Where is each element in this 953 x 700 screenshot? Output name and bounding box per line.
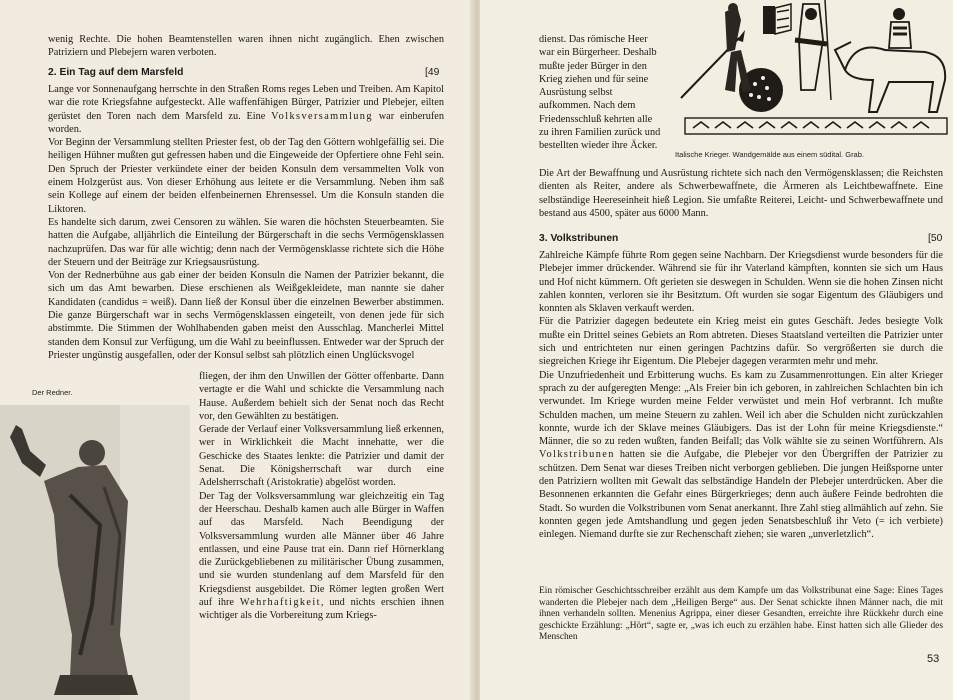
right-body-main xyxy=(539,249,943,542)
paragraph: Gerade der Verlauf einer Volksversammlung ließ erkennen, wer in Wirklichkeit die Macht innehatte, wer die Geschicke des Staates lenkte: die Patrizier und damit der Senat. Die Königsherrschaft war durch eine Adelsherrschaft (Aristokratie) abgelöst worden. xyxy=(199,424,444,489)
intro-paragraph: wenig Rechte. Die hohen Beamtenstellen waren ihnen nicht zugänglich. Ehen zwischen Patriziern und Plebejern waren verboten. xyxy=(48,34,444,59)
section-marker: [49 xyxy=(425,67,440,78)
paragraph: Die Art der Bewaffnung und Ausrüstung richtete sich nach den Vermögensklassen; die Reichsten dienten als Reiter, andere als Schwerbewaffnete, die Ärmeren als Leichtbewaffnete. Eine selbständige Heereseinheit hieß Legion. Sie umfaßte Reiterei, Leicht- und Schwerbewaffnete und bestand aus 4500, später aus 6000 Mann. xyxy=(539,168,943,219)
orator-statue-photo xyxy=(0,405,190,700)
text-run: Der Tag der Volksversammlung war gleichzeitig ein Tag der Heerschau. Deshalb kamen auch alle Bürger in Waffen auf das Marsfeld. Nach Beendigung der Volksversammlung wurden alle Männer über 46 Jahre entlassen, und eine Pause trat ein. Dann rief Hörnerklang die Zurückgebliebenen zu militärischer Übung zusammen, und sie wurden stundenlang auf dem Marsfeld für den Kriegsdienst ausgebildet. Die Römer legten großen Wert auf ihre xyxy=(199,490,444,609)
paragraph: Es handelte sich darum, zwei Censoren zu wählen. Sie waren die höchsten Steuerbeamten. Sie hatten die Aufgabe, alljährlich die Einteilung der Bürgerschaft in die sechs Vermögensklassen nachzuprüfen. Das war für alle wichtig; denn nach der Vermögensklasse richtete sich die Höhe der Steuern und der Beiträge zur Kriegsausrüstung. xyxy=(48,216,444,268)
paragraph: fliegen, der ihm den Unwillen der Götter offenbarte. Dann vertagte er die Wahl und schickte die Versammlung nach Hause. Außerdem behielt sich der Senat noch das Recht vor, den Gewählten zu bestätigen. xyxy=(199,371,444,422)
emphasis-spaced: Volksversammlung xyxy=(271,110,373,122)
section-title-volkstribunen: 3. Volkstribunen xyxy=(539,233,619,244)
paragraph xyxy=(48,83,444,136)
text-run: hatten sie die Aufgabe, die Plebejer vor den Übergriffen der Patrizier zu schützen. Dem Senat war dieses Treiben nicht verborgen geblieben. Die jungen Heißsporne unter den Patriziern wollten mit Gewalt das selbständige Handeln der Plebejer unterdrücken. Aber die Besonnenen erkannten die Gefahr eines Bürgerkrieges; denn auch äußere Feinde bedrohten die Stadt. So wurden die Volkstribunen vom Senat anerkannt. Ihre Zahl stieg allmählich auf zehn. Sie konnten gegen jede Amtshandlung und gegen jeden Senatsbeschluß ihr Veto (= ich verbiete) einlegen. Niemand durfte sie zur Rechenschaft ziehen; sie waren „unverletzlich“. xyxy=(539,449,943,541)
paragraph: Von der Rednerbühne aus gab einer der beiden Konsuln die Namen der Patrizier bekannt, die sich um das Amt bewarben. Diese erschienen als Weißgekleidete, man nannte sie daher Kandidaten (candidus = weiß). Dann ließ der Konsul über die einzelnen Bewerber abstimmen. Die ganze Bürgerschaft war in sechs Vermögensklassen eingeteilt, von denen jede für sich abstimmte. Die Stimmen der Wohlhabenden gaben meist den Ausschlag. Mancherlei Mittel standen dem Konsul zur Verfügung, um die Wahl zu beeinflussen. Entweder war der Spruch der Priester ungünstig ausgefallen, oder der Konsul selbst sah plötzlich einen Unglücksvogel xyxy=(48,270,444,361)
right-body-top xyxy=(539,167,943,220)
emphasis-spaced: Wehrhaftigkeit xyxy=(239,597,321,609)
paragraph: Für die Patrizier dagegen bedeutete ein Krieg meist ein gutes Geschäft. Jedes besiegte Volk mußte ein Drittel seines Gebiets an Rom abtreten. Dieses Staatsland verteilten die Patrizier unter sich und entrichteten nur einen geringen Pachtzins dafür. So vergrößerten sie durch die siegreichen Kriege ihr Eigentum. Die Plebejer dagegen verarmten mehr und mehr. xyxy=(539,316,943,368)
text-run: Die Unzufriedenheit und Erbitterung wuchs. Es kam zu Zusammenrottungen. Ein alter Krieger sprach zu der aufgeregten Menge: „Als Freier bin ich geboren, in zahlreichen Schlachten bin ich verwundet. Im Kriege wurden meine Felder verwüstet und mein Hof verbrannt. Ich mußte Schulden machen, um meine Steuern zu zahlen. Weil ich aber die Schulden nicht zurückzahlen konnte, wurde ich der Sklave meines Gläubigers. Das ist der Lohn für meine Kriegsdienste.“ Männer, die so zu reden wußten, fanden Beifall; das Volk wählte sie zu seinen Wortführern. Als xyxy=(539,369,943,448)
section-title-marsfeld: 2. Ein Tag auf dem Marsfeld xyxy=(48,67,184,78)
statue-caption: Der Redner. xyxy=(32,388,73,397)
orator-statue-image xyxy=(0,405,190,700)
paragraph: Ein römischer Geschichtsschreiber erzählt aus dem Kampfe um das Volkstribunat eine Sage: Eines Tages wanderten die Plebejer nach dem „Heiligen Berge“ aus. Der Senat schickte ihnen Männer nach, die mit ihnen verhandeln sollten. Menenius Agrippa, einer dieser Gesandten, erreichte ihre Rückkehr durch eine geschickte Erzählung: „Hört“, sagte er, „was ich euch zu erzählen habe. Einst hatten sich alle Glieder des Menschen xyxy=(539,586,943,643)
paragraph xyxy=(199,490,444,623)
paragraph: Zahlreiche Kämpfe führte Rom gegen seine Nachbarn. Der Kriegsdienst wurde besonders für die Plebejer immer drückender. Während sie für ihr Vaterland kämpften, konnten sie sich um Haus und Hof nicht kümmern. Oft gerieten sie deswegen in Schulden. Wenn sie die hohen Zinsen nicht zahlen konnten, verloren sie ihr Besitztum. Oft wurden sie sogar Eigentum des Gläubigers und konnten als Sklaven verkauft werden. xyxy=(539,250,943,315)
right-column-text: dienst. Das römische Heer war ein Bürgerheer. Deshalb mußte jeder Bürger in den Krieg ziehen und für seine Ausrüstung selbst aufkommen. Nach dem Friedensschluß kehrten alle zu ihren Familien zurück und bestellten wieder ihre Äcker. xyxy=(539,34,661,152)
fresco-caption: Italische Krieger. Wandgemälde aus einem südital. Grab. xyxy=(675,150,864,159)
paragraph: Vor Beginn der Versammlung stellten Priester fest, ob der Tag den Göttern wohlgefällig sei. Die heiligen Hühner mußten gut gefressen haben und die Eingeweide der Opfertiere ohne Fehl sein. Den Spruch der Priester verkündete einer der beiden Konsuln dem versammelten Volk von einem Holzgerüst aus. Von dieser Erhöhung aus leitete er die Versammlung. Neben ihm saß sein Kollege auf einem der beiden elfenbeinernen Ehrensessel. Um die Konsuln standen die Liktoren. xyxy=(48,137,444,215)
right-body-smallprint xyxy=(539,586,943,644)
left-page xyxy=(0,0,474,700)
body-text-beside-statue xyxy=(199,370,444,623)
text-run: Lange vor Sonnenaufgang herrschte in den Straßen Roms reges Leben und Treiben. Am Kapitol war die rote Kriegsfahne aufgesteckt. Alle waffenfähigen Bürger, Patrizier und Plebejer, eilten gerüstet den Toren nach dem Marsfeld zu. Eine xyxy=(48,84,444,122)
emphasis-spaced: Volkstribunen xyxy=(539,449,615,461)
paragraph xyxy=(539,369,943,542)
section-marker: [50 xyxy=(928,233,943,244)
warriors-fresco-image xyxy=(675,0,953,145)
text-run: war einberufen worden. xyxy=(48,110,444,135)
text-run: , und nichts erschien ihnen wichtiger als die Vorbereitung zum Kriegs- xyxy=(199,597,445,622)
page-number: 53 xyxy=(927,653,940,665)
warriors-fresco xyxy=(675,0,953,145)
body-text-top xyxy=(48,83,444,362)
